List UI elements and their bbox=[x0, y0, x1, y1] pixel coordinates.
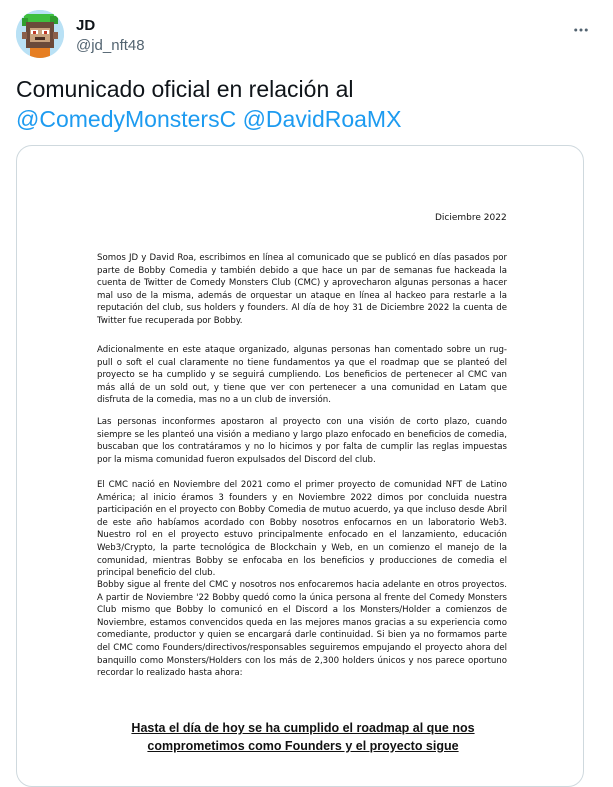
user-handle[interactable]: @jd_nft48 bbox=[76, 37, 145, 54]
document-paragraph-3: Las personas inconformes apostaron al proyecto con una visión de corto plazo, cuando siempre se les planteó una visión a mediano y largo plazo enfocado en beneficios de comedia, buscaban que los contratáramos y no lo hicimos y por falta de cumplir las reglas impuestas por la misma comunidad fueron expulsados del Discord del club. bbox=[97, 417, 507, 465]
document-paragraph-1: Somos JD y David Roa, escribimos en línea al comunicado que se publicó en días pasados por parte de Bobby Comedia y también debido a que hace un par de semanas fue hackeada la cuenta de Twitter de Comedy Monsters Club (CMC) y aprovecharon algunas personas a hacer mal uso de la misma, además de orquestar un ataque en línea al hackeo para restarle a la reputación del club, sus holders y founders. Al día de hoy 31 de Diciembre 2022 la cuenta de Twitter fue recuperada por Bobby. bbox=[97, 253, 507, 326]
more-horizontal-icon bbox=[572, 21, 590, 39]
document-paragraph-2: Adicionalmente en este ataque organizado, algunas personas han comentado sobre un rug-pull o soft el cual claramente no tiene fundamentos ya que el roadmap que se planteó del proyecto se ha cumplido y se seguirá cumpliendo. Los beneficios de pertenecer al CMC van más allá de un sold out, y tiene que ver con pertenecer a una comunidad en Latam que disfruta de la comedia, mas no a un club de inversión. bbox=[97, 345, 507, 406]
pixel-monkey-avatar-icon bbox=[16, 10, 64, 58]
document-date: Diciembre 2022 bbox=[435, 213, 507, 223]
tweet-text bbox=[16, 74, 591, 134]
document-paragraph-5: Bobby sigue al frente del CMC y nosotros nos enfocaremos hacia adelante en otros proyectos. A partir de Noviembre '22 Bobby quedó como la única persona al frente del Comedy Monsters Club mismo que Bobby lo comunicó en el Discord a los Monsters/Holder a comienzos de Noviembre, estamos convencidos queda en las mejores manos gracias a su experiencia como comediante, productor y quien se encargará darle continuidad. Si bien ya no formamos parte del CMC como Founders/directivos/responsables seguiremos empujando el proyecto ahora del banquillo como Monsters/Holders con los más de 2,300 holders únicos y nos parece oportuno recordar lo realizado hasta ahora: bbox=[97, 580, 507, 679]
avatar[interactable] bbox=[16, 10, 64, 58]
tweet-image[interactable] bbox=[16, 145, 584, 787]
user-info[interactable] bbox=[76, 16, 145, 56]
mention-davidroamx[interactable]: @DavidRoaMX bbox=[242, 106, 402, 132]
display-name[interactable]: JD bbox=[76, 17, 96, 34]
tweet-header bbox=[16, 10, 597, 62]
mention-comedymonstersc[interactable]: @ComedyMonstersC bbox=[16, 106, 237, 132]
document-highlight: Hasta el día de hoy se ha cumplido el roadmap al que nos comprometimos como Founders y el proyecto sigue bbox=[131, 721, 475, 753]
more-icon[interactable] bbox=[569, 18, 593, 42]
tweet-text-prefix: Comunicado oficial en relación al bbox=[16, 76, 354, 102]
document-paragraph-4: El CMC nació en Noviembre del 2021 como el primer proyecto de comunidad NFT de Latino América; al inicio éramos 3 founders y en Noviembre 2022 dimos por concluida nuestra participación en el proyecto con Bobby Comedia de mutuo acuerdo, ya que incluso desde Abril de este año habíamos acordado con Bobby nosotros enfocarnos en un laboratorio Web3. Nuestro rol en el proyecto estuvo principalmente enfocado en el lanzamiento, educación Web3/Crypto, la parte tecnológica de Blockchain y Web, en un comienzo el manejo de la comunidad, mientras Bobby se enfocaba en los beneficios y producciones de comedia el principal beneficio del club. bbox=[97, 480, 507, 579]
